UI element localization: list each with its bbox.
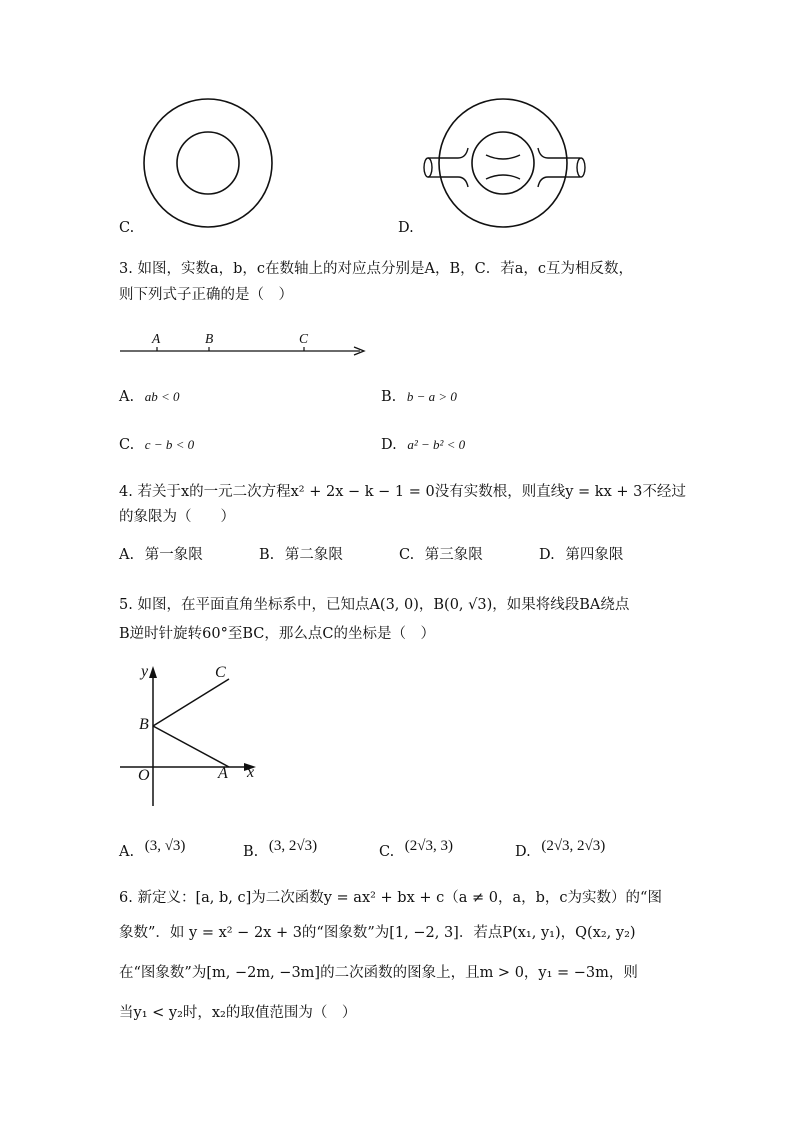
figure-c-label: C.	[119, 220, 135, 236]
q3-option-a-label: A.	[119, 389, 135, 405]
q4-option-d-label: D.	[539, 547, 555, 563]
q3-option-c[interactable]	[119, 435, 194, 455]
q3-point-b-label: B	[205, 331, 214, 346]
q6-text-line4: 当y₁ < y₂时，x₂的取值范围为（ ）	[119, 1005, 357, 1021]
q5-y-axis-label: y	[141, 663, 149, 680]
q4-option-b[interactable]	[259, 545, 343, 565]
q5-option-b-label: B.	[243, 844, 259, 860]
q5-point-c-label: C	[215, 664, 226, 681]
q4-option-b-label: B.	[259, 547, 275, 563]
q3-option-d-label: D.	[381, 437, 397, 453]
q5-option-d-expr: (2√3, 2√3)	[541, 838, 606, 854]
q5-x-axis-label: x	[247, 764, 255, 781]
q5-option-d[interactable]	[515, 838, 606, 862]
q5-option-b-expr: (3, 2√3)	[268, 838, 318, 854]
figure-c-concentric-circles	[140, 100, 280, 230]
q3-text-line1: 3. 如图，实数a，b，c在数轴上的对应点分别是A，B，C．若a，c互为相反数，	[119, 261, 633, 277]
q5-point-b-label: B	[139, 716, 149, 733]
q3-option-d-expr: a² − b² < 0	[407, 437, 466, 452]
q5-option-c-expr: (2√3, 3)	[404, 838, 454, 854]
q3-option-b-expr: b − a > 0	[406, 389, 457, 404]
q3-option-c-expr: c − b < 0	[144, 437, 195, 452]
q5-point-a-label: A	[218, 765, 228, 782]
q4-option-a-text: 第一象限	[144, 547, 203, 563]
q5-coordinate-figure	[118, 660, 278, 810]
q4-option-d[interactable]	[539, 545, 623, 565]
q5-option-a-label: A.	[119, 844, 135, 860]
q3-point-c-label: C	[299, 331, 309, 346]
q3-point-a-label: A	[152, 331, 161, 346]
q5-option-a[interactable]	[119, 838, 186, 862]
q4-option-c-text: 第三象限	[424, 547, 483, 563]
figure-d-label: D.	[398, 220, 414, 236]
q4-text-line2: 的象限为（ ）	[119, 509, 235, 525]
q3-text-line2: 则下列式子正确的是（ ）	[119, 287, 293, 303]
q4-option-a-label: A.	[119, 547, 135, 563]
q4-option-a[interactable]	[119, 545, 203, 565]
q3-option-a-expr: ab < 0	[144, 389, 180, 404]
q4-option-c-label: C.	[399, 547, 415, 563]
q3-option-d[interactable]	[381, 435, 465, 455]
q4-option-c[interactable]	[399, 545, 483, 565]
q4-text-line1: 4. 若关于x的一元二次方程x² + 2x − k − 1 = 0没有实数根，则直线y = kx + 3不经过	[119, 484, 686, 500]
q5-option-b[interactable]	[243, 838, 318, 862]
q4-option-d-text: 第四象限	[565, 547, 624, 563]
q6-text-line2: 象数”．如 y = x² − 2x + 3的“图象数”为[1, −2, 3]．若点P(x₁, y₁)，Q(x₂, y₂)	[119, 925, 636, 941]
q3-option-c-label: C.	[119, 437, 135, 453]
q4-option-b-text: 第二象限	[284, 547, 343, 563]
q5-option-c-label: C.	[379, 844, 395, 860]
q5-option-a-expr: (3, √3)	[144, 838, 186, 854]
q5-text-line1: 5. 如图，在平面直角坐标系中，已知点A(3, 0)，B(0, √3)，如果将线段BA绕点	[119, 597, 630, 613]
q3-option-b-label: B.	[381, 389, 397, 405]
q5-option-d-label: D.	[515, 844, 531, 860]
figure-d-circle-with-tubes	[418, 100, 593, 230]
q3-option-a[interactable]	[119, 387, 179, 407]
q3-option-b[interactable]	[381, 387, 457, 407]
q5-origin-label: O	[138, 767, 150, 784]
q5-option-c[interactable]	[379, 838, 454, 862]
q6-text-line3: 在“图象数”为[m, −2m, −3m]的二次函数的图象上，且m > 0，y₁ = −3m，则	[119, 965, 638, 981]
q6-text-line1: 6. 新定义：[a, b, c]为二次函数y = ax² + bx + c（a ≠ 0，a，b，c为实数）的“图	[119, 890, 662, 906]
q5-text-line2: B逆时针旋转60°至BC，那么点C的坐标是（ ）	[119, 626, 435, 642]
